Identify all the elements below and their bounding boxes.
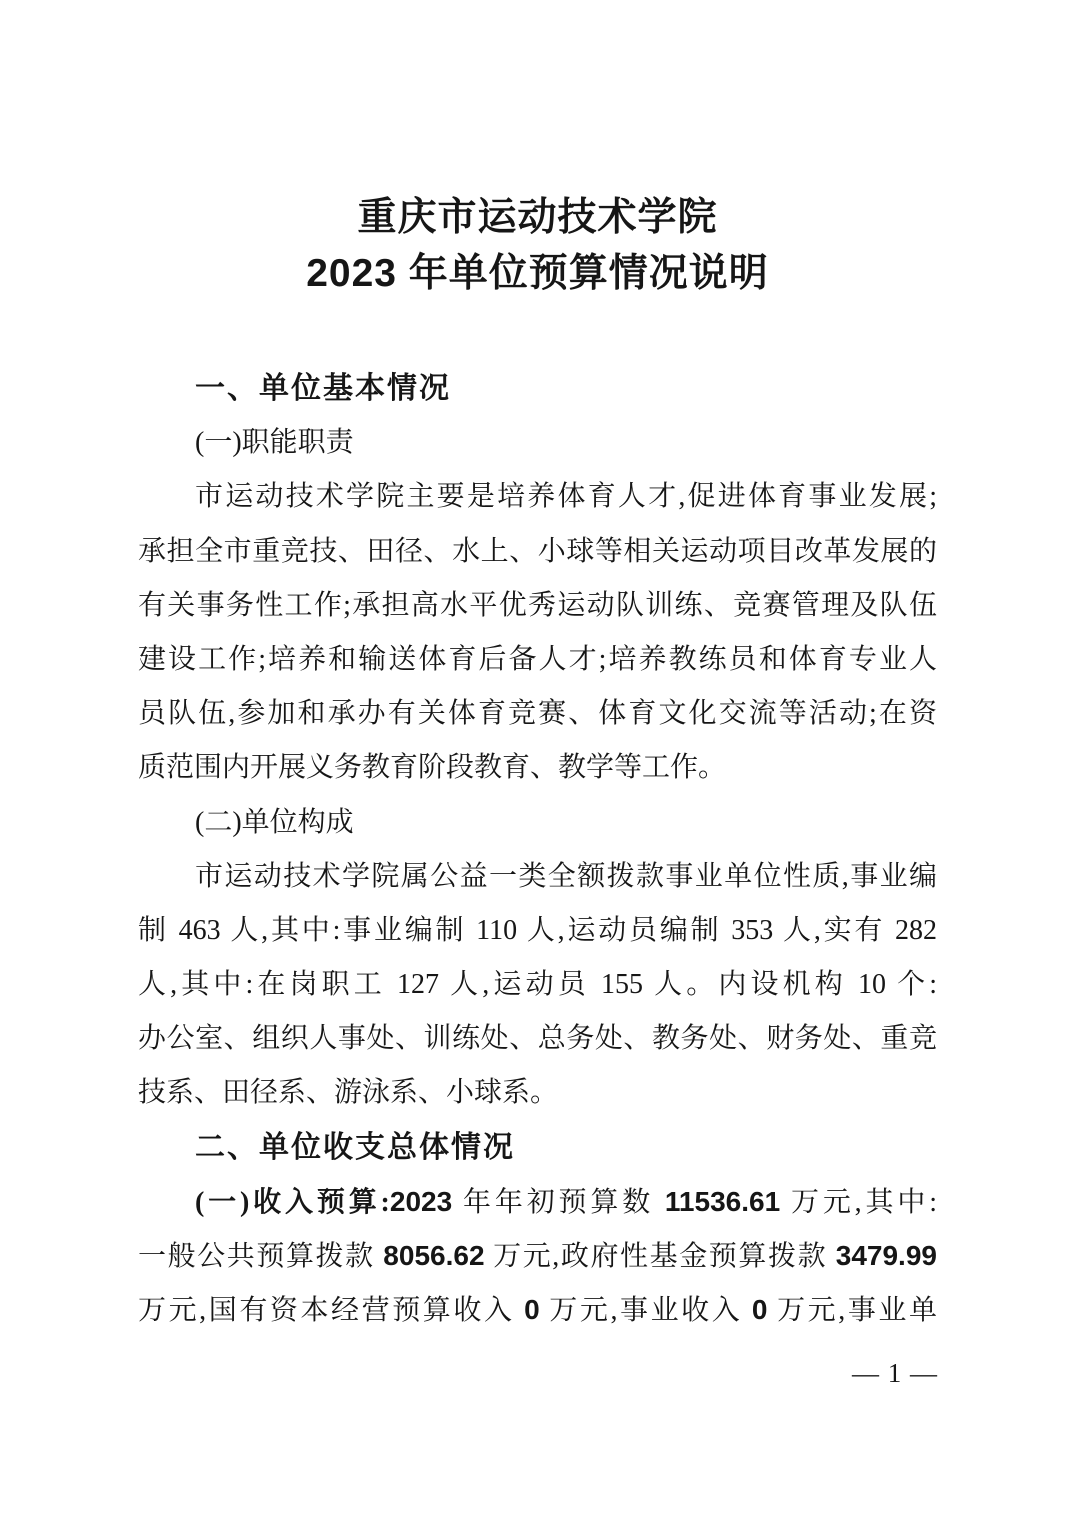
text-run: 有关事务性工作;承担高水平优秀运动队训练、竞赛管理及队伍 <box>138 589 937 621</box>
text-run: 一、单位基本情况 <box>195 372 451 405</box>
text-run: 市运动技术学院主要是培养体育人才,促进体育事业发展; <box>195 481 937 513</box>
text-run: 0 <box>524 1294 540 1326</box>
text-run: 0 <box>751 1294 768 1326</box>
text-run: 承担全市重竞技、田径、水上、小球等相关运动项目改革发展的 <box>138 535 937 567</box>
title-spacer <box>138 302 937 362</box>
paragraph-line <box>138 1066 937 1120</box>
text-run: 办公室、组织人事处、训练处、总务处、教务处、财务处、重竞 <box>138 1023 937 1055</box>
paragraph-line <box>138 904 937 958</box>
text-run: 万元,国有资本经营预算收入 <box>138 1295 525 1327</box>
section-heading-1 <box>138 362 937 416</box>
text-run: 2023 <box>389 1185 453 1217</box>
paragraph-line <box>138 633 937 687</box>
paragraph-line <box>138 579 937 633</box>
text-run: 技系、田径系、游泳系、小球系。 <box>138 1077 559 1109</box>
paragraph-line <box>138 525 937 579</box>
text-run: 万元,事业收入 <box>539 1295 752 1327</box>
paragraph-line <box>138 1175 937 1229</box>
text-run: 万元,事业单 <box>767 1295 937 1327</box>
paragraph-line <box>138 958 937 1012</box>
text-run: (一)职能职责 <box>195 427 354 459</box>
text-run: (一)收入预算: <box>195 1186 390 1218</box>
paragraph-line <box>138 741 937 795</box>
text-run: 制 463 人,其中:事业编制 110 人,运动员编制 353 人,实有 282 <box>138 914 937 946</box>
text-run: 一般公共预算拨款 <box>138 1241 384 1272</box>
text-run: 市运动技术学院属公益一类全额拨款事业单位性质,事业编 <box>195 860 937 892</box>
text-run: 员队伍,参加和承办有关体育竞赛、体育文化交流等活动;在资 <box>138 698 937 730</box>
text-run: 质范围内开展义务教育阶段教育、教学等工作。 <box>138 752 727 784</box>
text-run: 年年初预算数 <box>452 1186 665 1218</box>
document-content <box>138 190 937 1337</box>
text-run: (二)单位构成 <box>195 806 354 838</box>
sub-heading-1-2 <box>138 796 937 850</box>
text-run: 年单位预算情况说明 <box>408 252 769 295</box>
sub-heading-1-1 <box>138 416 937 470</box>
paragraph-line <box>138 1283 937 1337</box>
text-run: 万元,政府性基金预算拨款 <box>484 1241 836 1272</box>
text-run: 8056.62 <box>383 1240 485 1271</box>
title-line-2 <box>138 246 937 302</box>
text-run: 2023 <box>306 252 409 295</box>
text-run: 万元,其中: <box>780 1186 937 1218</box>
page-number: — 1 — <box>852 1358 938 1388</box>
paragraph-line <box>138 1012 937 1066</box>
paragraph-line <box>138 470 937 524</box>
paragraph-line <box>138 687 937 741</box>
text-run: 11536.61 <box>664 1185 781 1217</box>
title-line-1: 重庆市运动技术学院 <box>357 196 718 239</box>
document-body <box>138 362 937 1337</box>
paragraph-line <box>138 850 937 904</box>
text-run: 人,其中:在岗职工 127 人,运动员 155 人。内设机构 10 个: <box>138 969 937 1001</box>
document-title <box>138 190 937 302</box>
text-run: 二、单位收支总体情况 <box>195 1130 515 1164</box>
text-run: 3479.99 <box>835 1240 937 1271</box>
text-run: 建设工作;培养和输送体育后备人才;培养教练员和体育专业人 <box>138 643 937 675</box>
section-heading-2 <box>138 1121 937 1175</box>
paragraph-line <box>138 1229 937 1283</box>
